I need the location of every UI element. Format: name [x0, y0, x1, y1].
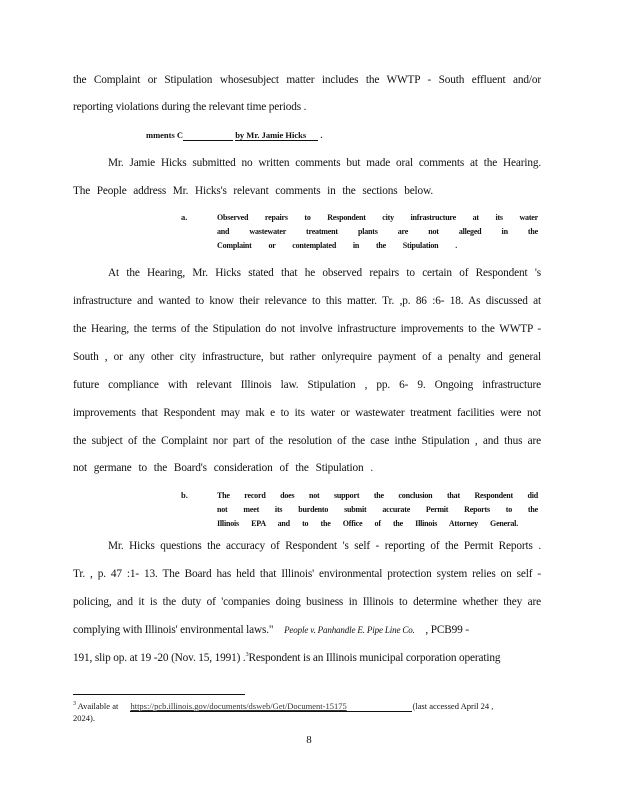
footnote-label: Available at [77, 701, 119, 711]
body-line-with-footnote [73, 652, 541, 664]
heading-c-prefix: mments C [146, 130, 184, 140]
body-line: The People address Mr. Hicks's relevant comments in the sections below. [73, 185, 433, 197]
case-citation: People v. Panhandle E. Pipe Line Co. [284, 625, 415, 635]
page-number: 8 [306, 734, 312, 746]
heading-c-end: . [320, 130, 323, 140]
footnote-divider [73, 694, 245, 695]
body-line: reporting violations during the relevant time periods . [73, 101, 307, 113]
body-line: Tr. , p. 47 :1- 13. The Board has held that Illinois' environmental protection system relies on self - [73, 568, 541, 580]
body-line: Mr. Hicks questions the accuracy of Respondent 's self - reporting of the Permit Reports . [108, 540, 541, 552]
subsection-b-heading: The record does not support the conclusion that Respondent did [217, 491, 538, 500]
heading-c-by: by Mr. Jamie Hicks [235, 130, 318, 141]
body-line-with-citation [73, 624, 541, 636]
subsection-a-heading: Complaint or contemplated in the Stipulation . [217, 241, 457, 250]
body-text: Respondent is an Illinois municipal corporation operating [248, 652, 501, 664]
footnote-marker: 3 [73, 701, 76, 708]
body-line: improvements that Respondent may mak e to its water or wastewater treatment facilities were not [73, 407, 541, 419]
body-line: At the Hearing, Mr. Hicks stated that he observed repairs to certain of Respondent 's [108, 267, 541, 279]
body-line: future compliance with relevant Illinois law. Stipulation , pp. 6- 9. Ongoing infrastructure [73, 379, 541, 391]
footnote [73, 701, 541, 712]
body-line: Mr. Jamie Hicks submitted no written comments but made oral comments at the Hearing. [108, 157, 541, 169]
body-line: the subject of the Complaint nor part of the resolution of the case inthe Stipulation , and thus are [73, 435, 541, 447]
body-line: the Complaint or Stipulation whosesubject matter includes the WWTP - South effluent and/or [73, 74, 541, 86]
body-line: South , or any other city infrastructure, but rather onlyrequire payment of a penalty and general [73, 351, 541, 363]
footnote-ref[interactable]: 3 [245, 652, 249, 659]
body-line: infrastructure and wanted to know their relevance to this matter. Tr. ,p. 86 :6- 18. As discussed at [73, 295, 541, 307]
subsection-a-heading: and wastewater treatment plants are not alleged in the [217, 227, 538, 236]
subsection-a-heading: Observed repairs to Respondent city infrastructure at its water [217, 213, 538, 222]
subsection-a-label: a. [181, 212, 188, 222]
footnote-tail: (last accessed April 24 , [412, 701, 494, 711]
footnote-line2: 2024). [73, 713, 95, 723]
subsection-b-label: b. [181, 490, 188, 500]
body-line: not germane to the Board's consideration of the Stipulation . [73, 462, 373, 474]
body-text: complying with Illinois' environmental laws." [73, 624, 274, 636]
subsection-b-heading: not meet its burdento submit accurate Permit Reports to the [217, 505, 538, 514]
body-line: policing, and it is the duty of 'companies doing business in Illinois to determine whether they are [73, 596, 541, 608]
subsection-b-heading: Illinois EPA and to the Office of the Illinois Attorney General. [217, 519, 518, 528]
heading-blank [183, 131, 233, 141]
body-text: , PCB99 - [425, 624, 469, 636]
body-text: 191, slip op. at 19 -20 (Nov. 15, 1991) . [73, 652, 246, 664]
body-line: the Hearing, the terms of the Stipulation do not involve infrastructure improvements to the WWTP - [73, 323, 541, 335]
footnote-link[interactable]: https://pcb.illinois.gov/documents/dsweb/Get/Document-15175 [130, 701, 347, 711]
section-heading-c [146, 130, 322, 141]
